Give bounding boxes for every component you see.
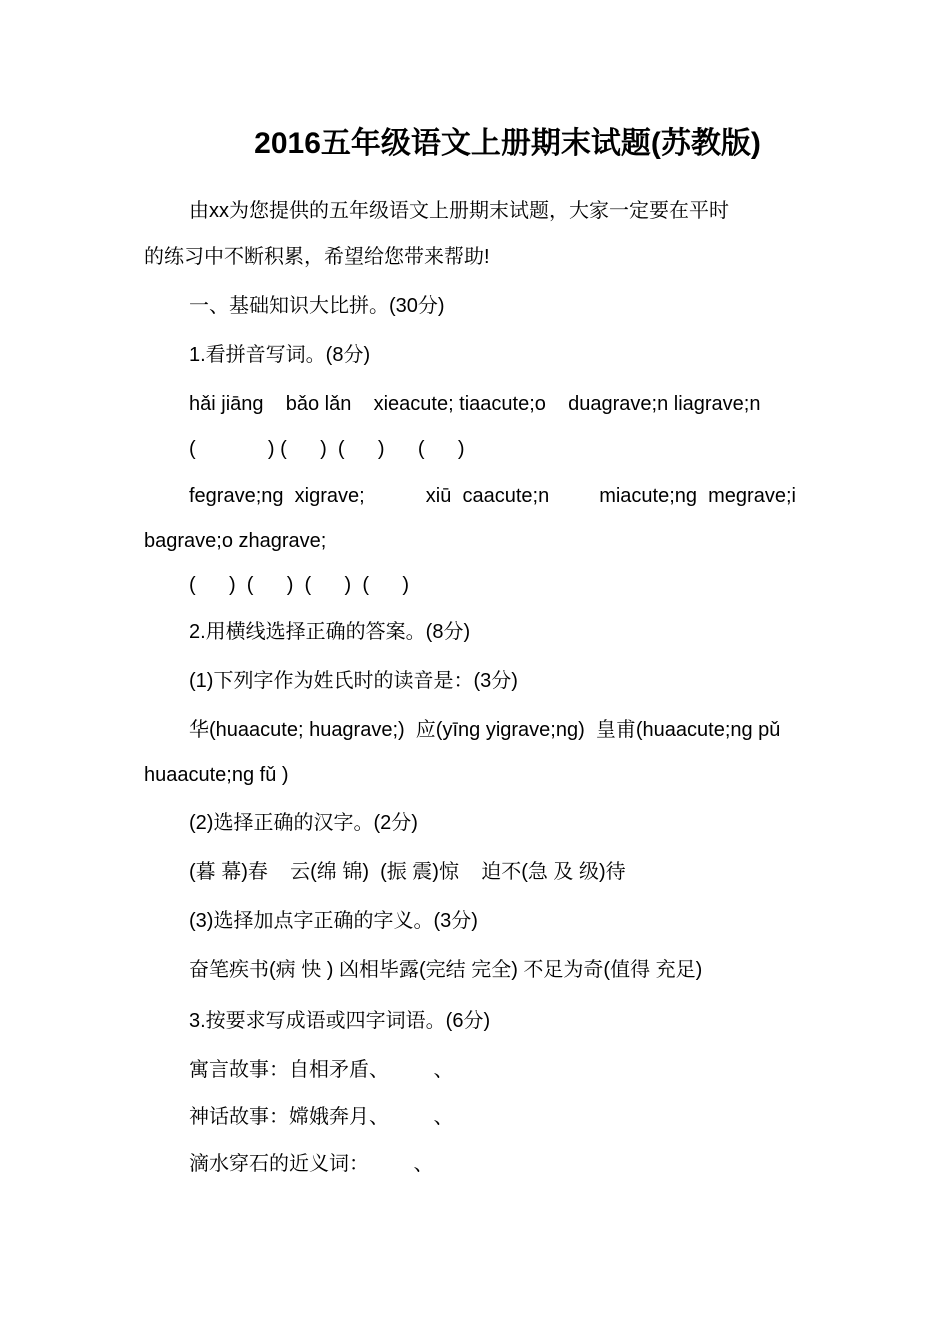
question-1-heading: 1.看拼音写词。(8分) [189, 344, 371, 366]
question-2-sub-3-line: 奋笔疾书(病 快 ) 凶相毕露(完结 完全) 不足为奇(值得 充足) [189, 959, 703, 981]
question-1-blanks-row-2: ( ) ( ) ( ) ( ) [189, 574, 409, 596]
question-3-line-1: 寓言故事：自相矛盾、 、 [189, 1059, 454, 1081]
question-2-sub-2-heading: (2)选择正确的汉字。(2分) [189, 812, 418, 834]
section-1-heading: 一、基础知识大比拼。(30分) [189, 295, 445, 317]
question-3-line-2: 神话故事：嫦娥奔月、 、 [189, 1106, 454, 1128]
question-2-sub-1-line-2: huaacute;ng fǔ ) [144, 764, 289, 786]
intro-line-2: 的练习中不断积累，希望给您带来帮助! [144, 246, 490, 268]
question-3-heading: 3.按要求写成语或四字词语。(6分) [189, 1010, 491, 1032]
question-1-pinyin-row-2-continued: bagrave;o zhagrave; [144, 530, 327, 552]
question-1-blanks-row-1: ( ) ( ) ( ) ( ) [189, 438, 465, 460]
question-2-sub-1-line-1: 华(huaacute; huagrave;) 应(yīng yigrave;ng) 皇甫(huaacute;ng pǔ [189, 719, 781, 741]
question-1-pinyin-row-2: fegrave;ng xigrave; xiū caacute;n miacute;ng megrave;i [189, 485, 796, 507]
intro-line-1: 由xx为您提供的五年级语文上册期末试题，大家一定要在平时 [189, 200, 729, 222]
question-2-sub-1-heading: (1)下列字作为姓氏时的读音是：(3分) [189, 670, 518, 692]
document-title: 2016五年级语文上册期末试题(苏教版) [254, 127, 761, 160]
question-2-sub-3-heading: (3)选择加点字正确的字义。(3分) [189, 910, 478, 932]
question-2-heading: 2.用横线选择正确的答案。(8分) [189, 621, 471, 643]
question-3-line-3: 滴水穿石的近义词： 、 [189, 1153, 434, 1175]
question-1-pinyin-row-1: hǎi jiāng bǎo lǎn xieacute; tiaacute;o duagrave;n liagrave;n [189, 393, 761, 415]
question-2-sub-2-line: (暮 幕)春 云(绵 锦) (振 震)惊 迫不(急 及 级)待 [189, 861, 626, 883]
